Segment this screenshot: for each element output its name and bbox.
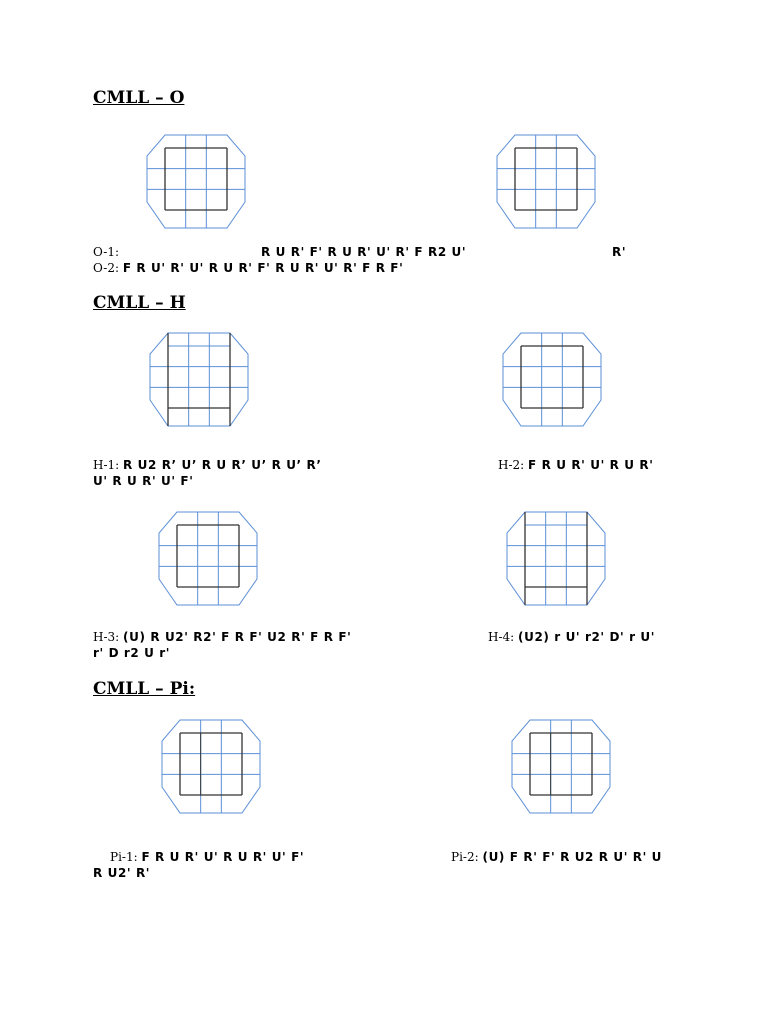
cube-outline	[150, 333, 248, 426]
diagram-o2	[497, 135, 595, 228]
cube-outline	[162, 720, 260, 813]
cube-outline	[512, 720, 610, 813]
heading-cmll-pi: CMLL – Pi:	[93, 679, 196, 699]
algorithm: F R U' R' U' R U R' F' R U R' U' R' F R F'	[122, 261, 404, 275]
cube-outline	[497, 135, 595, 228]
algorithm: R U R' F' R U R' U' R' F R2 U'	[261, 245, 467, 259]
algorithm: F R U R' U' R U R'	[528, 458, 654, 472]
case-h3	[93, 630, 351, 645]
diagram-o1	[147, 135, 245, 228]
case-label: O-2:	[93, 261, 120, 275]
algorithm-continued: U' R U R' U' F'	[93, 474, 194, 488]
case-pi2	[451, 850, 662, 865]
case-pi1	[110, 850, 304, 865]
diagram-h2	[503, 333, 601, 426]
case-h3-cont	[93, 646, 170, 661]
case-label: Pi-2:	[451, 850, 479, 864]
algorithm: (U) F R' F' R U2 R U' R' U	[482, 850, 663, 864]
algorithm: (U2) r U' r2' D' r U'	[518, 630, 656, 644]
cube-outline	[147, 135, 245, 228]
case-h2	[498, 458, 654, 473]
diagram-h3	[159, 512, 257, 605]
case-label: H-1:	[93, 458, 120, 472]
algorithm-continued: R U2' R'	[93, 866, 151, 880]
cube-outline	[507, 512, 605, 605]
cube-outline	[503, 333, 601, 426]
case-h4	[488, 630, 655, 645]
algorithm: F R U R' U' R U R' U' F'	[141, 850, 305, 864]
algorithm: R U2 R’ U’ R U R’ U’ R U’ R’	[123, 458, 322, 472]
algorithm: (U) R U2' R2' F R F' U2 R' F R F'	[123, 630, 352, 644]
case-h1-cont	[93, 474, 194, 489]
algorithm-continued: r' D r2 U r'	[93, 646, 171, 660]
case-o2	[93, 261, 403, 276]
heading-cmll-o: CMLL – O	[93, 88, 185, 108]
case-o1	[93, 245, 119, 260]
diagram-pi2	[512, 720, 610, 813]
case-o1-alg-wrap	[261, 245, 466, 260]
case-h1	[93, 458, 321, 473]
heading-cmll-h: CMLL – H	[93, 293, 186, 313]
case-label: O-1:	[93, 245, 120, 259]
case-pi1-cont	[93, 866, 150, 881]
cube-outline	[159, 512, 257, 605]
case-label: H-4:	[488, 630, 515, 644]
diagram-h4	[507, 512, 605, 605]
case-label: H-2:	[498, 458, 525, 472]
case-label: H-3:	[93, 630, 120, 644]
case-o1-tail-wrap	[612, 245, 626, 260]
diagram-pi1	[162, 720, 260, 813]
algorithm-tail: R'	[612, 245, 627, 259]
case-label: Pi-1:	[110, 850, 138, 864]
diagram-h1	[150, 333, 248, 426]
